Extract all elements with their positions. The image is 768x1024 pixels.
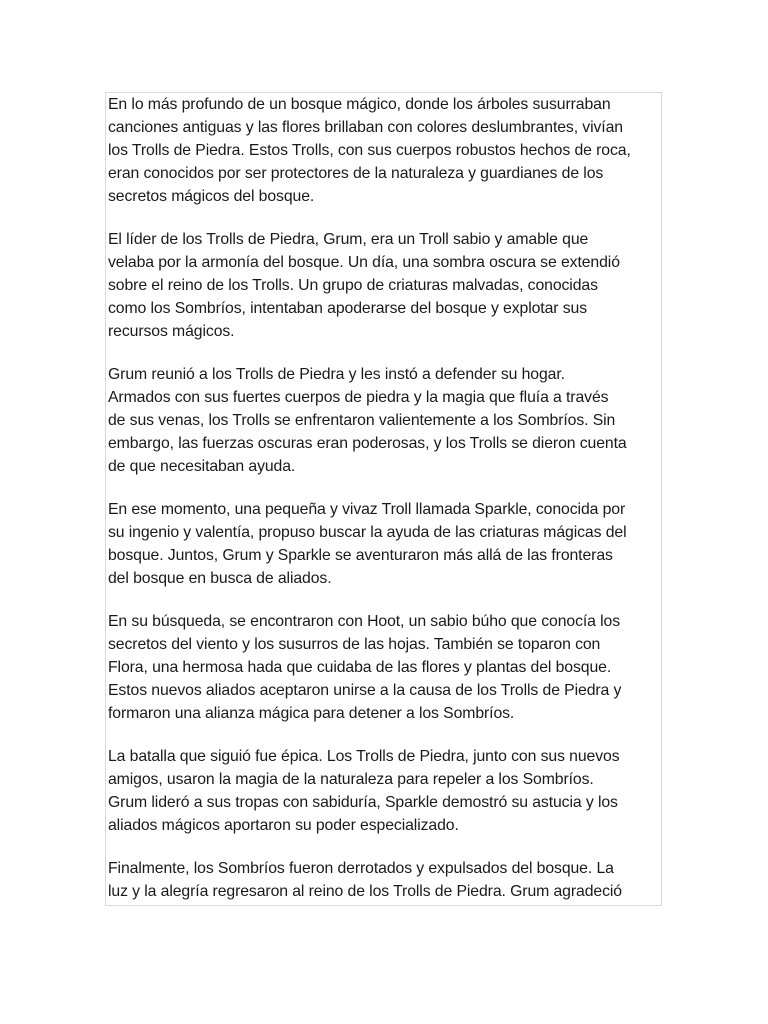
text-line: Estos nuevos aliados aceptaron unirse a la causa de los Trolls de Piedra y — [108, 682, 622, 699]
text-line: de sus venas, los Trolls se enfrentaron valientemente a los Sombríos. Sin — [108, 412, 616, 429]
text-line: su ingenio y valentía, propuso buscar la ayuda de las criaturas mágicas del — [108, 524, 627, 541]
text-frame — [105, 92, 662, 906]
text-line: sobre el reino de los Trolls. Un grupo de criaturas malvadas, conocidas — [108, 277, 598, 294]
text-line: eran conocidos por ser protectores de la naturaleza y guardianes de los — [108, 165, 604, 182]
text-line: Armados con sus fuertes cuerpos de piedra y la magia que fluía a través — [108, 389, 609, 406]
text-line: Flora, una hermosa hada que cuidaba de las flores y plantas del bosque. — [108, 659, 612, 676]
text-line: luz y la alegría regresaron al reino de los Trolls de Piedra. Grum agradeció — [108, 883, 622, 900]
text-line: embargo, las fuerzas oscuras eran poderosas, y los Trolls se dieron cuenta — [108, 435, 627, 452]
text-line: del bosque en busca de aliados. — [108, 570, 332, 587]
paragraph-1 — [108, 93, 662, 208]
text-line: secretos mágicos del bosque. — [108, 188, 315, 205]
paragraph-4 — [108, 498, 662, 590]
document-body — [108, 93, 662, 906]
text-line: La batalla que siguió fue épica. Los Trolls de Piedra, junto con sus nuevos — [108, 748, 620, 765]
text-line: En lo más profundo de un bosque mágico, donde los árboles susurraban — [108, 96, 611, 113]
text-line: bosque. Juntos, Grum y Sparkle se aventuraron más allá de las fronteras — [108, 547, 613, 564]
text-line: recursos mágicos. — [108, 323, 235, 340]
text-line: formaron una alianza mágica para detener a los Sombríos. — [108, 705, 515, 722]
text-line: aliados mágicos aportaron su poder especializado. — [108, 817, 459, 834]
paragraph-3 — [108, 363, 662, 478]
text-line: El líder de los Trolls de Piedra, Grum, era un Troll sabio y amable que — [108, 231, 589, 248]
text-line: canciones antiguas y las flores brillaban con colores deslumbrantes, vivían — [108, 119, 623, 136]
text-line: de que necesitaban ayuda. — [108, 458, 296, 475]
paragraph-6 — [108, 745, 662, 837]
text-line: Finalmente, los Sombríos fueron derrotados y expulsados del bosque. La — [108, 860, 614, 877]
text-line: En su búsqueda, se encontraron con Hoot, un sabio búho que conocía los — [108, 613, 621, 630]
text-line: Grum reunió a los Trolls de Piedra y les instó a defender su hogar. — [108, 366, 565, 383]
paragraph-5 — [108, 610, 662, 725]
paragraph-7 — [108, 857, 662, 903]
text-line: secretos del viento y los susurros de las hojas. También se toparon con — [108, 636, 601, 653]
text-line: En ese momento, una pequeña y vivaz Troll llamada Sparkle, conocida por — [108, 501, 626, 518]
text-line: Grum lideró a sus tropas con sabiduría, Sparkle demostró su astucia y los — [108, 794, 618, 811]
text-line: velaba por la armonía del bosque. Un día, una sombra oscura se extendió — [108, 254, 620, 271]
text-line: como los Sombríos, intentaban apoderarse del bosque y explotar sus — [108, 300, 588, 317]
paragraph-2 — [108, 228, 662, 343]
text-line: amigos, usaron la magia de la naturaleza para repeler a los Sombríos. — [108, 771, 594, 788]
text-line: los Trolls de Piedra. Estos Trolls, con sus cuerpos robustos hechos de roca, — [108, 142, 631, 159]
